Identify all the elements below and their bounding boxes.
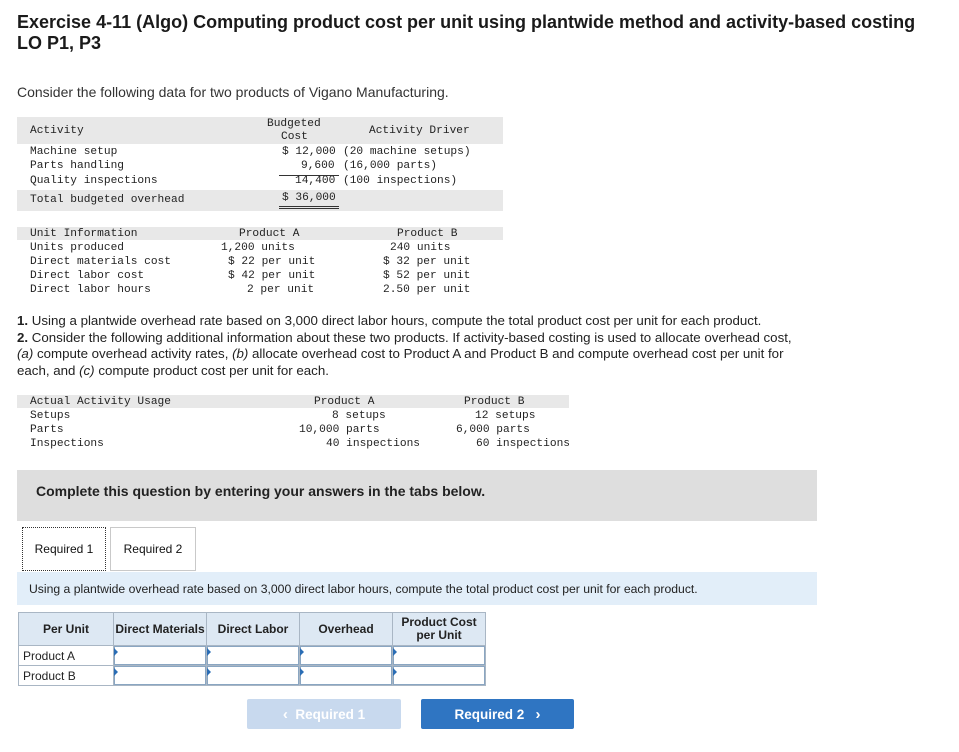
- usage-row-a: 40 inspections: [326, 438, 420, 450]
- row-label-product-a: Product A: [19, 646, 114, 666]
- unit-info-header: Unit Information: [30, 228, 138, 240]
- usage-product-b-header: Product B: [464, 396, 525, 408]
- budgeted-header-line1: Budgeted: [267, 118, 321, 130]
- header-direct-labor: Direct Labor: [207, 613, 300, 646]
- total-overhead-label: Total budgeted overhead: [30, 194, 185, 206]
- usage-product-a-header: Product A: [314, 396, 375, 408]
- product-a-direct-materials-input[interactable]: [114, 646, 207, 666]
- header-per-unit: Per Unit: [19, 613, 114, 646]
- unit-row-label: Units produced: [30, 242, 124, 254]
- question-text: [17, 313, 897, 379]
- q2-line3: each, and: [17, 362, 80, 378]
- activity-name: Parts handling: [30, 160, 124, 172]
- complete-banner-text: Complete this question by entering your answers in the tabs below.: [36, 483, 486, 499]
- usage-header: Actual Activity Usage: [30, 396, 171, 408]
- product-b-direct-labor-field[interactable]: [207, 666, 299, 685]
- chevron-right-icon: ›: [535, 705, 541, 723]
- driver-header: Activity Driver: [369, 125, 470, 137]
- page-title: Exercise 4-11 (Algo) Computing product cost per unit using plantwide method and activity-based costing LO P1, P3: [17, 12, 916, 53]
- header-direct-materials: Direct Materials: [114, 613, 207, 646]
- product-b-product-cost-input[interactable]: [393, 666, 486, 686]
- unit-row-label: Direct materials cost: [30, 256, 171, 268]
- product-b-overhead-field[interactable]: [300, 666, 392, 685]
- usage-row-a: 8 setups: [332, 410, 386, 422]
- usage-row-b: 12 setups: [475, 410, 536, 422]
- instruction-text: Using a plantwide overhead rate based on 3,000 direct labor hours, compute the total product cost per unit for each product.: [29, 582, 698, 596]
- activity-cost: 14,400: [295, 175, 336, 187]
- product-a-product-cost-field[interactable]: [393, 646, 485, 665]
- unit-row-a: $ 42 per unit: [228, 270, 316, 282]
- activity-table: [17, 117, 503, 211]
- activity-usage-table: [17, 395, 569, 455]
- unit-row-b: 2.50 per unit: [383, 284, 471, 296]
- unit-row-label: Direct labor cost: [30, 270, 145, 282]
- q2-number: 2.: [17, 329, 29, 345]
- total-overhead-value: $ 36,000: [282, 192, 336, 204]
- product-a-overhead-input[interactable]: [300, 646, 393, 666]
- row-label-product-b: Product B: [19, 666, 114, 686]
- unit-row-a: 1,200 units: [221, 242, 295, 254]
- activity-name: Quality inspections: [30, 175, 158, 187]
- product-a-product-cost-input[interactable]: [393, 646, 486, 666]
- usage-row-b: 6,000 parts: [456, 424, 530, 436]
- product-a-overhead-field[interactable]: [300, 646, 392, 665]
- activity-driver: (20 machine setups): [343, 146, 471, 158]
- product-b-direct-materials-field[interactable]: [114, 666, 206, 685]
- q1-text: Using a plantwide overhead rate based on 3,000 direct labor hours, compute the total product cost per unit for each product.: [28, 313, 762, 328]
- product-a-header: Product A: [239, 228, 300, 240]
- activity-cost: 9,600: [301, 160, 335, 172]
- usage-row-label: Inspections: [30, 438, 104, 450]
- usage-row-label: Parts: [30, 424, 64, 436]
- usage-row-b: 60 inspections: [476, 438, 570, 450]
- product-a-direct-labor-field[interactable]: [207, 646, 299, 665]
- q2-part-a-text: compute overhead activity rates,: [33, 346, 233, 361]
- usage-row-a: 10,000 parts: [299, 424, 380, 436]
- chevron-left-icon: ‹: [282, 705, 288, 723]
- prev-button-label: Required 1: [295, 706, 366, 722]
- unit-row-b: $ 52 per unit: [383, 270, 471, 282]
- q2-part-c: (c): [79, 362, 95, 378]
- table-row: [19, 666, 486, 686]
- product-b-direct-materials-input[interactable]: [114, 666, 207, 686]
- q2-part-b: (b): [232, 346, 249, 361]
- product-b-overhead-input[interactable]: [300, 666, 393, 686]
- unit-row-label: Direct labor hours: [30, 284, 151, 296]
- q2-part-b-text: allocate overhead cost to Product A and Product B and compute overhead cost per unit for: [248, 346, 784, 361]
- activity-header: Activity: [30, 125, 84, 137]
- product-b-direct-labor-input[interactable]: [207, 666, 300, 686]
- usage-row-label: Setups: [30, 410, 71, 422]
- table-row: [19, 646, 486, 666]
- activity-name: Machine setup: [30, 146, 118, 158]
- activity-driver: (16,000 parts): [343, 160, 437, 172]
- q1-number: 1.: [17, 313, 29, 328]
- unit-info-table: [17, 227, 503, 299]
- q2-part-c-text: compute product cost per unit for each.: [94, 362, 329, 378]
- activity-cost: $ 12,000: [282, 146, 336, 158]
- unit-row-b: 240 units: [390, 242, 451, 254]
- complete-banner: [17, 470, 817, 521]
- product-b-header: Product B: [397, 228, 458, 240]
- budgeted-header-line2: Cost: [281, 131, 308, 143]
- next-button-label: Required 2: [454, 706, 525, 722]
- intro-text: Consider the following data for two products of Vigano Manufacturing.: [17, 84, 449, 100]
- unit-row-a: $ 22 per unit: [228, 256, 316, 268]
- header-product-cost-per-unit: Product Cost per Unit: [393, 613, 486, 646]
- product-a-direct-materials-field[interactable]: [114, 646, 206, 665]
- q2-part-a: (a): [17, 346, 34, 361]
- instruction-banner: [17, 572, 817, 605]
- unit-row-b: $ 32 per unit: [383, 256, 471, 268]
- answer-table: [18, 612, 486, 686]
- header-overhead: Overhead: [300, 613, 393, 646]
- product-a-direct-labor-input[interactable]: [207, 646, 300, 666]
- product-b-product-cost-field[interactable]: [393, 666, 485, 685]
- unit-row-a: 2 per unit: [247, 284, 315, 296]
- tab-required-2[interactable]: Required 2: [110, 527, 196, 571]
- prev-required-1-button[interactable]: [247, 699, 401, 729]
- activity-driver: (100 inspections): [343, 175, 458, 187]
- tab-required-1[interactable]: Required 1: [22, 527, 106, 571]
- q2-text: Consider the following additional information about these two products. If activity-based costing is used to allocate overhead cost,: [28, 329, 792, 345]
- next-required-2-button[interactable]: [421, 699, 574, 729]
